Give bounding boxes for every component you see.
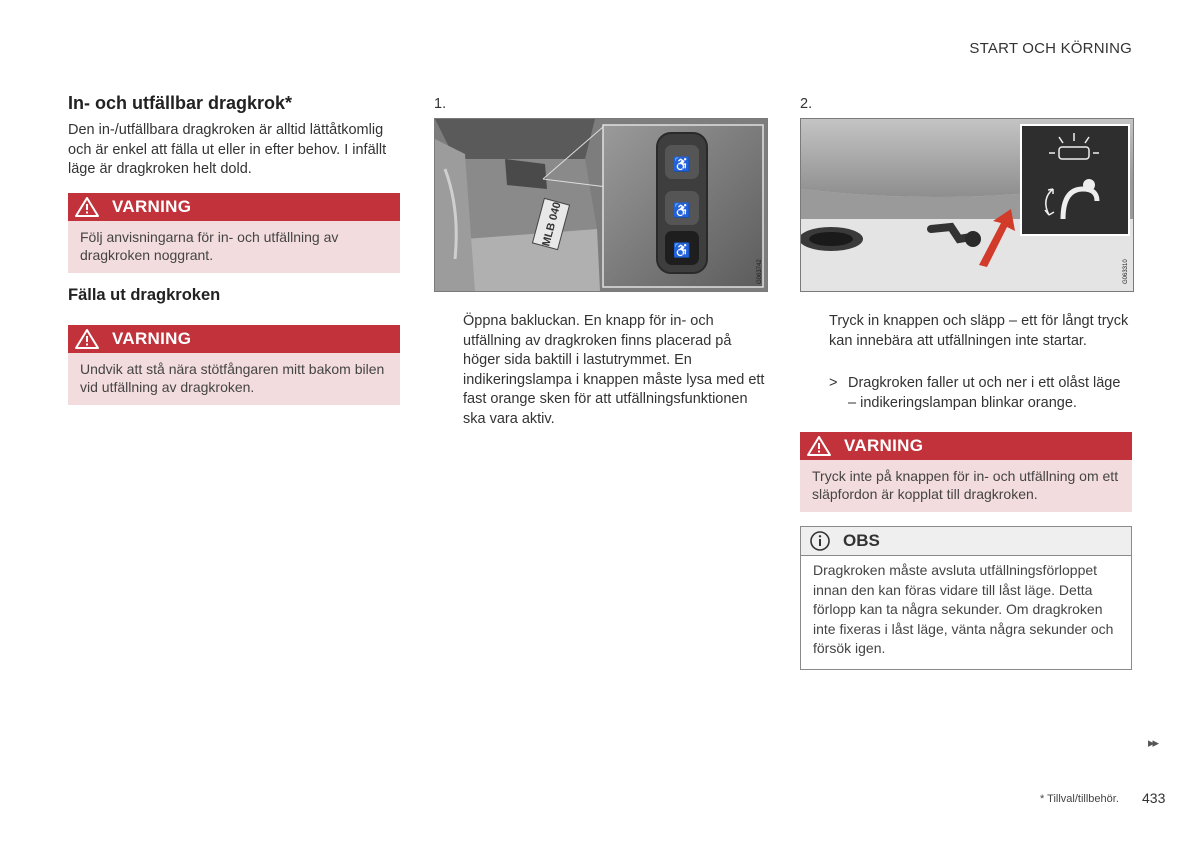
warning-box xyxy=(800,432,1132,512)
warning-label: VARNING xyxy=(112,197,192,216)
step1-text: Öppna bakluckan. En knapp för in- och utfällning av dragkroken finns placerad på höger sida baktill i lastutrymmet. En indikeringslampa i knappen måste lysa med ett fast orange sken för att utfällningsfunktionen ska vara aktiv. xyxy=(463,313,765,427)
trunk-illustration-svg xyxy=(435,119,767,291)
warning-label: VARNING xyxy=(112,329,192,348)
warning-header xyxy=(68,325,400,353)
footnote: * Tillval/tillbehör. xyxy=(1040,793,1119,805)
warning-box xyxy=(68,193,400,273)
result-item xyxy=(829,374,1132,414)
towbar-illustration xyxy=(800,118,1134,292)
note-header xyxy=(801,527,1131,556)
note-text: Dragkroken måste avsluta utfällningsförloppet innan den kan föras vidare till låst läge. Detta förlopp kan ta några sekunder. Om dragkroken inte fixeras i låst läge, vänta några sekunder och försök igen. xyxy=(813,562,1114,656)
result-text: Dragkroken faller ut och ner i ett olåst läge – indikeringslampan blinkar orange. xyxy=(848,375,1121,411)
info-icon xyxy=(809,530,831,552)
warning-box xyxy=(68,325,400,405)
image-code: G063742 xyxy=(757,259,763,284)
step-number: 1. xyxy=(434,96,447,112)
intro-text: Den in-/utfällbara dragkroken är alltid lättåtkomlig och är enkel att fälla ut eller in efter behov. I infällt läge är dragkroken helt dold. xyxy=(68,122,387,177)
section-header: START OCH KÖRNING xyxy=(969,40,1132,57)
warning-text: Tryck inte på knappen för in- och utfällning om ett släpfordon är kopplat till dragkroken. xyxy=(800,460,1132,512)
page-number: 433 xyxy=(1142,790,1166,806)
image-code: G063310 xyxy=(1123,259,1129,284)
warning-label: VARNING xyxy=(844,436,924,455)
step-number: 2. xyxy=(800,96,813,112)
note-label: OBS xyxy=(843,531,880,550)
warning-header xyxy=(68,193,400,221)
towbar-illustration-svg xyxy=(801,119,1133,291)
warning-triangle-icon xyxy=(806,435,832,457)
warning-text: Följ anvisningarna för in- och utfällning av dragkroken noggrant. xyxy=(68,221,400,273)
license-plate: MLB 040 xyxy=(540,200,564,248)
svg-text:♿: ♿ xyxy=(673,202,691,218)
step2-text: Tryck in knappen och släpp – ett för långt tryck kan innebära att utfällningen inte startar. xyxy=(829,313,1129,349)
continue-arrows-icon: ▸▸ xyxy=(1148,735,1158,750)
svg-text:♿: ♿ xyxy=(673,156,691,172)
warning-triangle-icon xyxy=(74,196,100,218)
subheading: Fälla ut dragkroken xyxy=(68,286,221,304)
note-box xyxy=(800,526,1132,670)
warning-header xyxy=(800,432,1132,460)
warning-triangle-icon xyxy=(74,328,100,350)
result-marker: > xyxy=(829,375,838,391)
warning-text: Undvik att stå nära stötfångaren mitt bakom bilen vid utfällning av dragkroken. xyxy=(68,353,400,405)
page-title: In- och utfällbar dragkrok* xyxy=(68,93,293,113)
svg-text:♿: ♿ xyxy=(673,242,691,258)
trunk-button-illustration xyxy=(434,118,768,292)
